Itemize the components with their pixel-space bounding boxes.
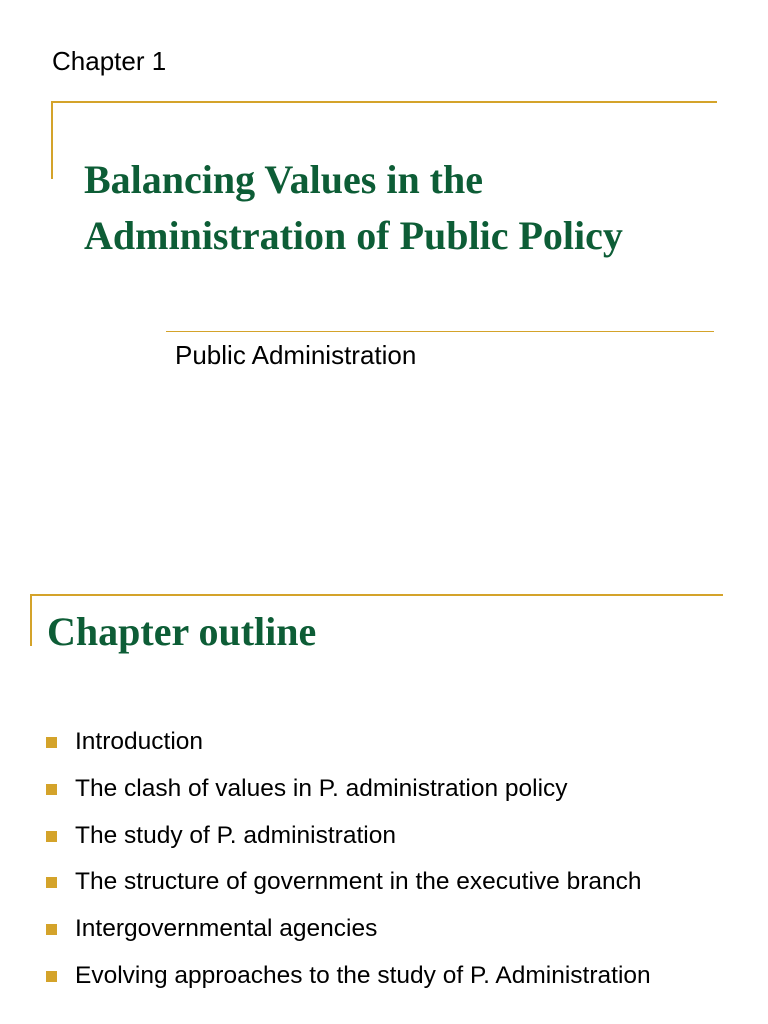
chapter-label: Chapter 1: [52, 46, 167, 76]
outline-item-text: Evolving approaches to the study of P. Administration: [75, 961, 651, 989]
outline-item: [46, 819, 651, 866]
slide-title: [84, 152, 754, 264]
outline-item: [46, 725, 651, 772]
outline-list: [46, 725, 651, 1006]
slide-title-line-2: Administration of Public Policy: [84, 213, 623, 258]
slide-title-line-1: Balancing Values in the: [84, 157, 484, 202]
outline-item: [46, 772, 651, 819]
outline-frame-top-line: [30, 594, 723, 596]
outline-item: [46, 959, 651, 1006]
square-bullet-icon: [46, 971, 57, 982]
outline-item-text: Intergovernmental agencies: [75, 915, 378, 943]
square-bullet-icon: [46, 877, 57, 888]
outline-item-text: The structure of government in the executive branch: [75, 868, 642, 896]
outline-item-text: The study of P. administration: [75, 821, 396, 849]
outline-item-text: The clash of values in P. administration policy: [75, 774, 568, 802]
subtitle-divider: [166, 331, 714, 332]
square-bullet-icon: [46, 737, 57, 748]
outline-item: [46, 865, 651, 912]
slide-subtitle: Public Administration: [175, 340, 417, 370]
title-frame-top-line: [51, 101, 717, 103]
outline-frame-left-line: [30, 594, 32, 646]
square-bullet-icon: [46, 784, 57, 795]
title-frame-left-line: [51, 101, 53, 179]
outline-item: [46, 912, 651, 959]
outline-item-text: Introduction: [75, 728, 204, 755]
square-bullet-icon: [46, 924, 57, 935]
square-bullet-icon: [46, 831, 57, 842]
outline-title: Chapter outline: [47, 609, 317, 654]
